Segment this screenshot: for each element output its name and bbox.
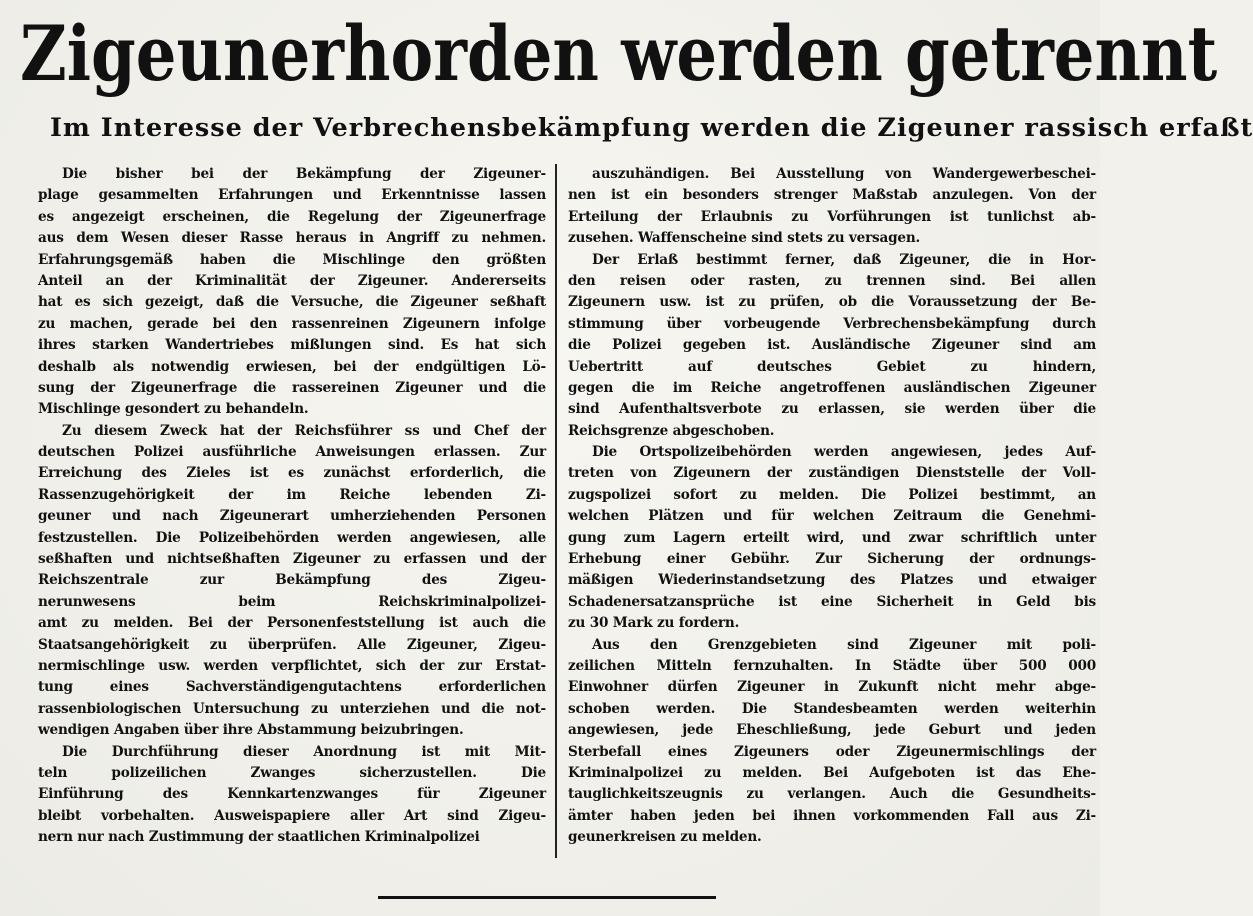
headline: Zigeunerhorden werden getrennt <box>20 10 1218 99</box>
text-line: zugspolizei sofort zu melden. Die Polizei bestimmt, an <box>568 486 1096 503</box>
text-line: angewiesen, jede Eheschließung, jede Geburt und jeden <box>568 722 1096 739</box>
text-line: die Polizei gegeben ist. Ausländische Zigeuner sind am <box>568 337 1096 354</box>
text-line: zusehen. Waffenscheine sind stets zu versagen. <box>568 230 921 247</box>
text-line: Anteil an der Kriminalität der Zigeuner. Andererseits <box>38 272 546 289</box>
text-line: sung der Zigeunerfrage die rassereinen Zigeuner und die <box>38 379 546 396</box>
text-line: treten von Zigeunern der zuständigen Dienststelle der Voll- <box>568 465 1096 482</box>
left-column-paragraph <box>38 742 546 849</box>
text-line: geuner und nach Zigeunerart umherziehenden Personen <box>38 508 546 525</box>
text-line: Erreichung des Zieles ist es zunächst erforderlich, die <box>38 465 546 482</box>
text-line: mäßigen Wiederinstandsetzung des Platzes und etwaiger <box>568 572 1096 589</box>
text-line: Reichsgrenze abgeschoben. <box>568 422 775 439</box>
text-line: Zu diesem Zweck hat der Reichsführer ss und Chef der <box>62 422 546 439</box>
text-line: welchen Plätzen und für welchen Zeitraum die Genehmi- <box>568 508 1096 525</box>
text-line: Einwohner dürfen Zigeuner in Zukunft nicht mehr abge- <box>568 679 1096 696</box>
text-line: Kriminalpolizei zu melden. Bei Aufgeboten ist das Ehe- <box>568 764 1096 781</box>
text-line: Aus den Grenzgebieten sind Zigeuner mit poli- <box>592 636 1096 653</box>
text-line: bleibt vorbehalten. Ausweispapiere aller Art sind Zigeu- <box>38 807 546 824</box>
left-column <box>38 164 546 849</box>
text-line: nen ist ein besonders strenger Maßstab anzulegen. Von der <box>568 187 1096 204</box>
text-line: plage gesammelten Erfahrungen und Erkenntnisse lassen <box>38 187 546 204</box>
text-line: Mischlinge gesondert zu behandeln. <box>38 401 309 418</box>
right-column-paragraph <box>568 250 1096 443</box>
text-line: hat es sich gezeigt, daß die Versuche, die Zigeuner seßhaft <box>38 294 546 311</box>
text-line: Erteilung der Erlaubnis zu Vorführungen ist tunlichst ab- <box>568 208 1096 225</box>
text-line: Die bisher bei der Bekämpfung der Zigeuner- <box>62 166 546 182</box>
text-line: stimmung über vorbeugende Verbrechensbekämpfung durch <box>568 315 1096 332</box>
text-line: Der Erlaß bestimmt ferner, daß Zigeuner, die in Hor- <box>592 251 1096 268</box>
text-line: deshalb als notwendig erwiesen, bei der endgültigen Lö- <box>38 358 546 375</box>
text-line: aus dem Wesen dieser Rasse heraus in Angriff zu nehmen. <box>38 230 546 247</box>
text-line: gung zum Lagern erteilt wird, und zwar schriftlich unter <box>568 529 1096 546</box>
text-line: den reisen oder rasten, zu trennen sind. Bei allen <box>568 272 1096 289</box>
text-line: nerunwesens beim Reichskriminalpolizei- <box>38 593 546 610</box>
text-line: teln polizeilichen Zwanges sicherzustellen. Die <box>38 764 546 781</box>
text-line: geunerkreisen zu melden. <box>568 829 762 846</box>
text-line: Sterbefall eines Zigeuners oder Zigeunermischlings der <box>568 743 1096 760</box>
right-column-paragraph <box>568 164 1096 250</box>
text-line: nermischlinge usw. werden verpflichtet, sich der zur Erstat- <box>38 657 546 674</box>
text-line: festzustellen. Die Polizeibehörden werden angewiesen, alle <box>38 529 546 546</box>
right-column-paragraph <box>568 442 1096 635</box>
text-line: Einführung des Kennkartenzwanges für Zigeuner <box>38 786 546 803</box>
text-line: es angezeigt erscheinen, die Regelung der Zigeunerfrage <box>38 208 546 225</box>
text-line: Die Durchführung dieser Anordnung ist mit Mit- <box>62 743 546 760</box>
text-line: rassenbiologischen Untersuchung zu unterziehen und die not- <box>38 700 546 717</box>
text-line: seßhaften und nichtseßhaften Zigeuner zu erfassen und der <box>38 551 546 568</box>
text-line: wendigen Angaben über ihre Abstammung beizubringen. <box>38 722 464 739</box>
text-line: tung eines Sachverständigengutachtens erforderlichen <box>38 679 546 696</box>
text-line: Schadenersatzansprüche ist eine Sicherheit in Geld bis <box>568 593 1096 610</box>
text-line: zu machen, gerade bei den rassenreinen Zigeunern infolge <box>38 315 546 332</box>
text-line: deutschen Polizei ausführliche Anweisungen erlassen. Zur <box>38 444 546 461</box>
text-line: Erhebung einer Gebühr. Zur Sicherung der ordnungs- <box>568 551 1096 568</box>
column-divider <box>555 164 557 858</box>
text-line: Uebertritt auf deutsches Gebiet zu hindern, <box>568 358 1096 375</box>
text-line: amt zu melden. Bei der Personenfeststellung ist auch die <box>38 615 546 632</box>
bottom-rule <box>378 896 716 899</box>
text-line: sind Aufenthaltsverbote zu erlassen, sie werden über die <box>568 401 1096 418</box>
text-line: Staatsangehörigkeit zu überprüfen. Alle Zigeuner, Zigeu- <box>38 636 546 653</box>
subheadline: Im Interesse der Verbrechensbekämpfung werden die Zigeuner rassisch erfaßt <box>50 113 1253 143</box>
left-column-paragraph <box>38 164 546 421</box>
text-line: Reichszentrale zur Bekämpfung des Zigeu- <box>38 572 546 589</box>
text-line: auszuhändigen. Bei Ausstellung von Wandergewerbeschei- <box>592 166 1096 182</box>
text-line: ihres starken Wandertriebes mißlungen sind. Es hat sich <box>38 337 546 354</box>
right-column-paragraph <box>568 635 1096 849</box>
text-line: zeilichen Mitteln fernzuhalten. In Städte über 500 000 <box>568 657 1096 674</box>
text-line: Erfahrungsgemäß haben die Mischlinge den größten <box>38 251 546 268</box>
text-line: schoben werden. Die Standesbeamten werden weiterhin <box>568 700 1096 717</box>
text-line: Rassenzugehörigkeit der im Reiche lebenden Zi- <box>38 486 546 503</box>
text-line: ämter haben jeden bei ihnen vorkommenden Fall aus Zi- <box>568 807 1096 824</box>
right-column <box>568 164 1096 849</box>
left-column-paragraph <box>38 421 546 742</box>
text-line: tauglichkeitszeugnis zu verlangen. Auch die Gesundheits- <box>568 786 1096 803</box>
text-line: Zigeunern usw. ist zu prüfen, ob die Voraussetzung der Be- <box>568 294 1096 311</box>
text-line: zu 30 Mark zu fordern. <box>568 615 740 632</box>
text-line: Die Ortspolizeibehörden werden angewiesen, jedes Auf- <box>592 444 1096 461</box>
text-line: gegen die im Reiche angetroffenen ausländischen Zigeuner <box>568 379 1096 396</box>
text-line: nern nur nach Zustimmung der staatlichen Kriminalpolizei <box>38 829 480 846</box>
